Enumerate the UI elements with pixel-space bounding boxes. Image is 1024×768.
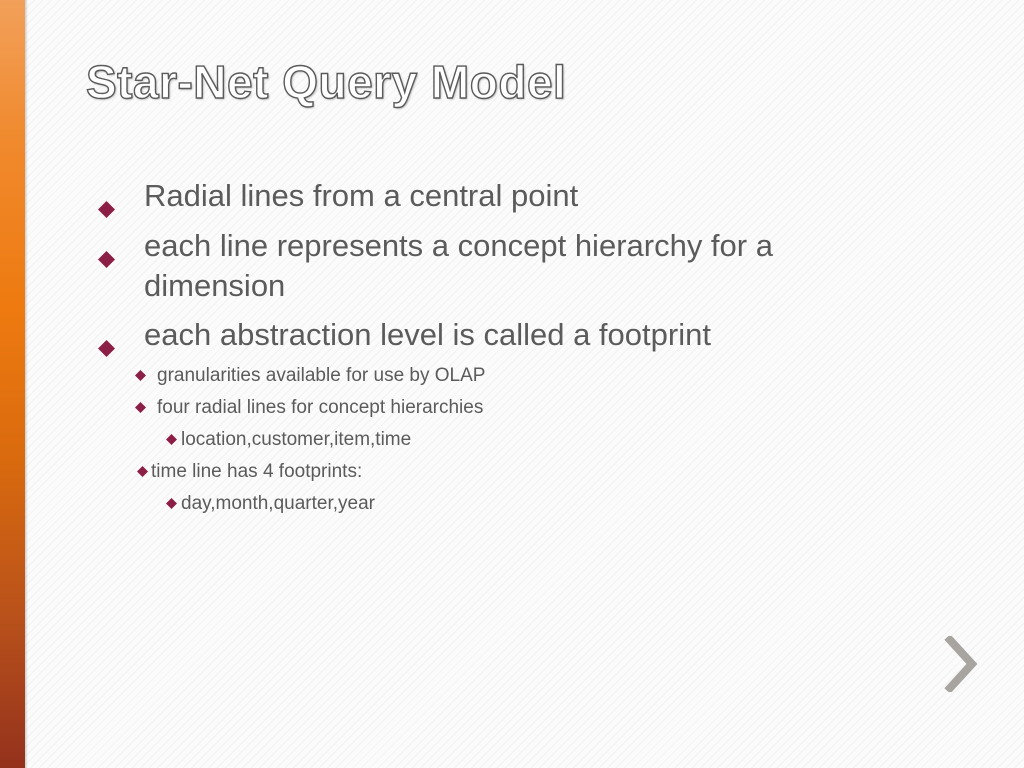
diamond-bullet-icon bbox=[166, 434, 177, 445]
slide-title: Star-Net Query Model bbox=[86, 56, 567, 108]
sub-bullet-text: time line has 4 footprints: bbox=[151, 461, 363, 482]
diamond-bullet-icon bbox=[135, 370, 146, 381]
chevron-right-icon bbox=[940, 679, 980, 696]
diamond-bullet-icon bbox=[98, 327, 115, 344]
bullet-text: each abstraction level is called a footprint bbox=[144, 317, 711, 352]
diamond-bullet-icon bbox=[137, 466, 148, 477]
sub-bullet-text: day,month,quarter,year bbox=[181, 493, 375, 514]
bullet-text: Radial lines from a central point bbox=[144, 178, 579, 213]
diamond-bullet-icon bbox=[98, 238, 115, 255]
sub-bullet-text: four radial lines for concept hierarchies bbox=[157, 397, 484, 418]
diamond-bullet-icon bbox=[166, 498, 177, 509]
next-slide-button[interactable] bbox=[940, 636, 980, 692]
diamond-bullet-icon bbox=[98, 188, 115, 205]
diamond-bullet-icon bbox=[135, 402, 146, 413]
bullet-text: each line represents a concept hierarchy for a dimension bbox=[144, 228, 773, 303]
sub-bullet-text: location,customer,item,time bbox=[181, 429, 412, 450]
sub-bullet-text: granularities available for use by OLAP bbox=[157, 365, 486, 386]
